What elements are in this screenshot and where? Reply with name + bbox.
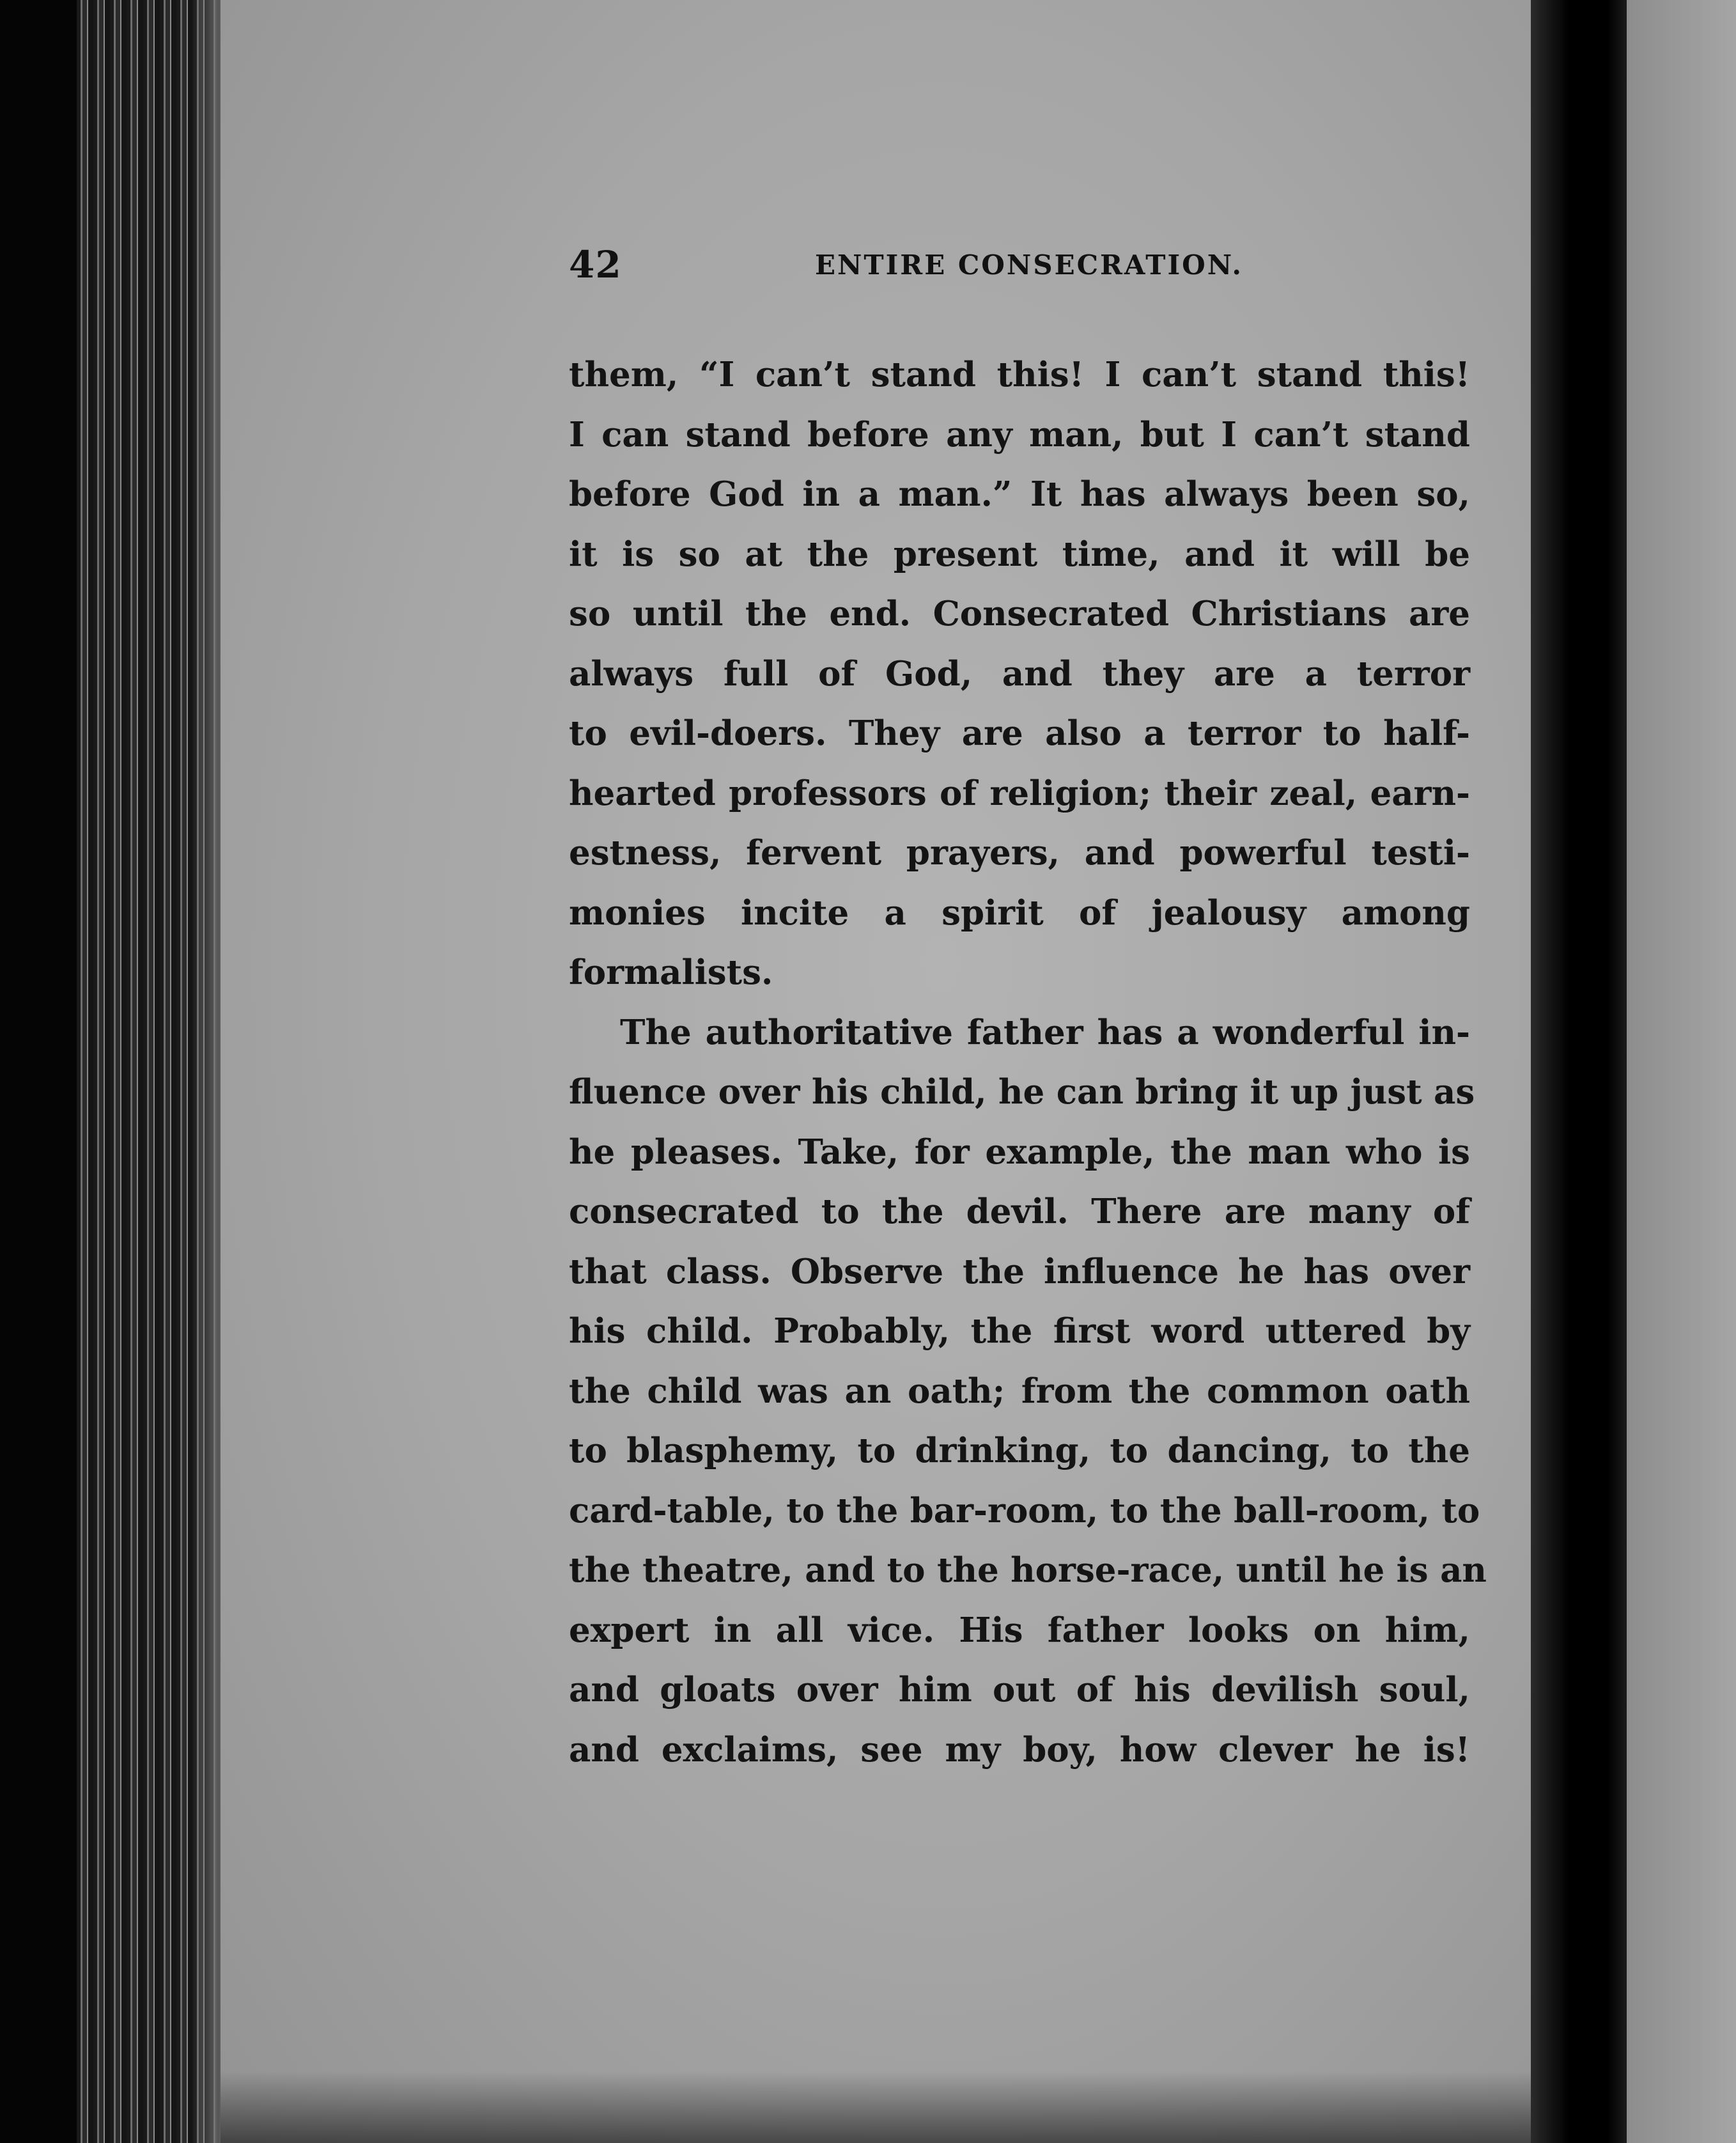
text-line: so until the end. Consecrated Christians are xyxy=(569,594,1470,634)
text-line: I can stand before any man, but I can’t stand xyxy=(569,414,1470,455)
text-line: to blasphemy, to drinking, to dancing, to the xyxy=(569,1431,1470,1470)
paragraph-first-line: The authoritative father has a wonderful in- xyxy=(620,1012,1470,1052)
text-line: it is so at the present time, and it will be xyxy=(569,534,1470,574)
text-line: he pleases. Take, for example, the man who is xyxy=(569,1132,1470,1172)
running-head xyxy=(569,243,1476,294)
text-line: card-table, to the bar-room, to the ball-room, to xyxy=(569,1490,1480,1531)
text-line: the child was an oath; from the common oath xyxy=(569,1371,1470,1411)
text-line: and gloats over him out of his devilish soul, xyxy=(569,1670,1470,1710)
text-line: fluence over his child, he can bring it up just as xyxy=(569,1072,1475,1112)
binding-gutter xyxy=(1531,0,1627,2143)
bottom-shadow xyxy=(221,2071,1531,2143)
text-line: and exclaims, see my boy, how clever he is! xyxy=(569,1729,1470,1770)
running-title: ENTIRE CONSECRATION. xyxy=(815,249,1244,281)
text-line: that class. Observe the influence he has over xyxy=(569,1251,1470,1291)
text-line: monies incite a spirit of jealousy among xyxy=(569,892,1470,933)
text-line: them, “I can’t stand this! I can’t stand this! xyxy=(569,355,1470,394)
text-line: always full of God, and they are a terror xyxy=(569,653,1470,694)
text-line: formalists. xyxy=(569,953,773,992)
facing-page-edge xyxy=(1627,0,1736,2143)
text-line: estness, fervent prayers, and powerful testi- xyxy=(569,833,1470,873)
text-line: hearted professors of religion; their zeal, earn- xyxy=(569,773,1470,813)
text-line: consecrated to the devil. There are many of xyxy=(569,1192,1470,1231)
text-line: to evil-doers. They are also a terror to half- xyxy=(569,713,1470,753)
text-line: the theatre, and to the horse-race, until he is an xyxy=(569,1550,1487,1590)
text-line: his child. Probably, the first word uttered by xyxy=(569,1311,1470,1351)
page-number: 42 xyxy=(569,243,622,286)
text-line: expert in all vice. His father looks on him, xyxy=(569,1610,1470,1650)
text-line: before God in a man.” It has always been so, xyxy=(569,474,1470,514)
body-text xyxy=(569,345,1487,1780)
